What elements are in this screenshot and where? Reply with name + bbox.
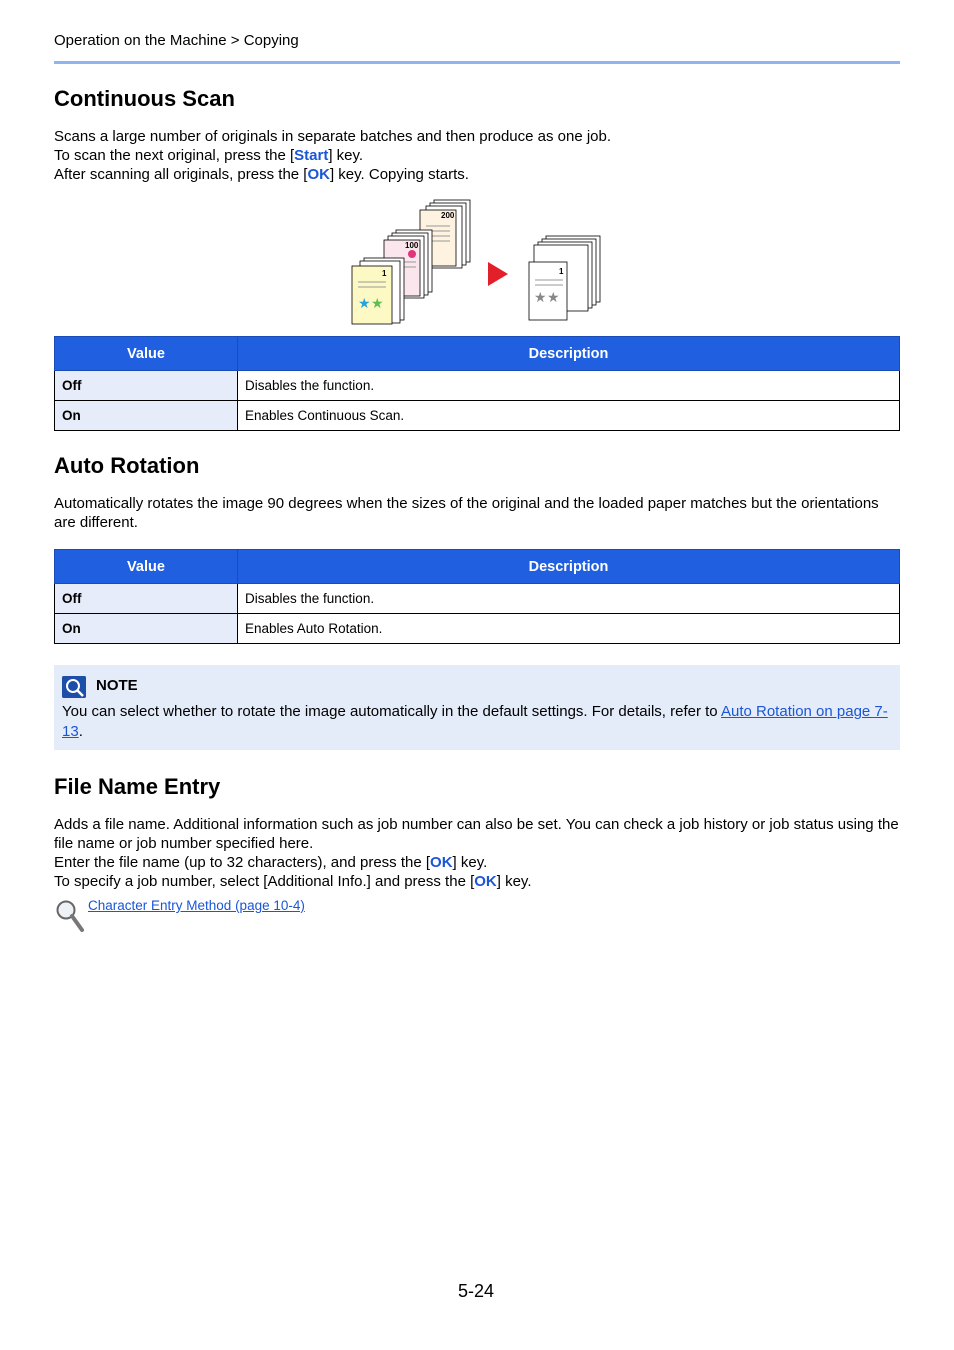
auto-rotation-table: [54, 549, 900, 644]
column-header-description: Description: [238, 337, 900, 371]
value-cell: Off: [55, 584, 238, 614]
auto-rotation-link[interactable]: Auto Rotation on page 7-13: [62, 703, 888, 740]
start-key: Start: [294, 147, 329, 164]
svg-text:★: ★: [371, 295, 384, 311]
svg-text:★: ★: [547, 289, 560, 305]
value-cell: Off: [55, 371, 238, 401]
continuous-scan-line3: After scanning all originals, press the [OK] key. Copying starts.: [54, 166, 469, 183]
svg-text:★: ★: [534, 289, 547, 305]
svg-text:100: 100: [405, 241, 419, 250]
magnifier-icon: [55, 899, 85, 933]
section-title-continuous-scan: Continuous Scan: [54, 86, 235, 111]
description-cell: Enables Continuous Scan.: [238, 401, 900, 431]
file-name-entry-text: [54, 815, 900, 891]
breadcrumb: Operation on the Machine > Copying: [54, 32, 299, 49]
continuous-scan-table: [54, 336, 900, 431]
value-cell: On: [55, 401, 238, 431]
stack-1-icon: [352, 258, 404, 324]
ok-key: OK: [430, 854, 453, 871]
table-row: [55, 371, 900, 401]
svg-text:★: ★: [358, 295, 371, 311]
svg-text:200: 200: [441, 211, 455, 220]
svg-text:1: 1: [382, 269, 387, 278]
table-row: [55, 614, 900, 644]
column-header-description: Description: [238, 550, 900, 584]
note-box: [54, 665, 900, 750]
header-rule: [54, 61, 900, 64]
continuous-scan-text: [54, 127, 900, 184]
continuous-scan-illustration: [350, 198, 610, 328]
arrow-right-icon: [488, 262, 508, 286]
ok-key: OK: [307, 166, 330, 183]
file-name-entry-line2: Enter the file name (up to 32 characters), and press the [OK] key.: [54, 854, 488, 871]
character-entry-link[interactable]: Character Entry Method (page 10-4): [88, 898, 305, 913]
value-cell: On: [55, 614, 238, 644]
file-name-entry-line3: To specify a job number, select [Additional Info.] and press the [OK] key.: [54, 873, 532, 890]
description-cell: Enables Auto Rotation.: [238, 614, 900, 644]
ok-key: OK: [474, 873, 497, 890]
result-stack-icon: [529, 236, 600, 320]
description-cell: Disables the function.: [238, 584, 900, 614]
description-cell: Disables the function.: [238, 371, 900, 401]
note-text: You can select whether to rotate the image automatically in the default settings. For details, refer to Auto Rotation on page 7-13.: [62, 703, 888, 740]
page-number: 5-24: [458, 1281, 495, 1301]
column-header-value: Value: [55, 337, 238, 371]
auto-rotation-text: Automatically rotates the image 90 degrees when the sizes of the original and the loaded paper matches but the orientations are different.: [54, 495, 879, 531]
table-row: [55, 584, 900, 614]
section-title-file-name-entry: File Name Entry: [54, 774, 221, 799]
note-icon: [62, 676, 86, 698]
section-title-auto-rotation: Auto Rotation: [54, 453, 200, 478]
column-header-value: Value: [55, 550, 238, 584]
note-title: NOTE: [96, 677, 138, 694]
svg-text:1: 1: [559, 267, 564, 276]
file-name-entry-line1: Adds a file name. Additional information such as job number can also be set. You can check a job history or job status using the file name or job number specified here.: [54, 816, 899, 852]
table-row: [55, 401, 900, 431]
continuous-scan-line1: Scans a large number of originals in separate batches and then produce as one job.: [54, 128, 612, 145]
continuous-scan-line2: To scan the next original, press the [Start] key.: [54, 147, 364, 164]
